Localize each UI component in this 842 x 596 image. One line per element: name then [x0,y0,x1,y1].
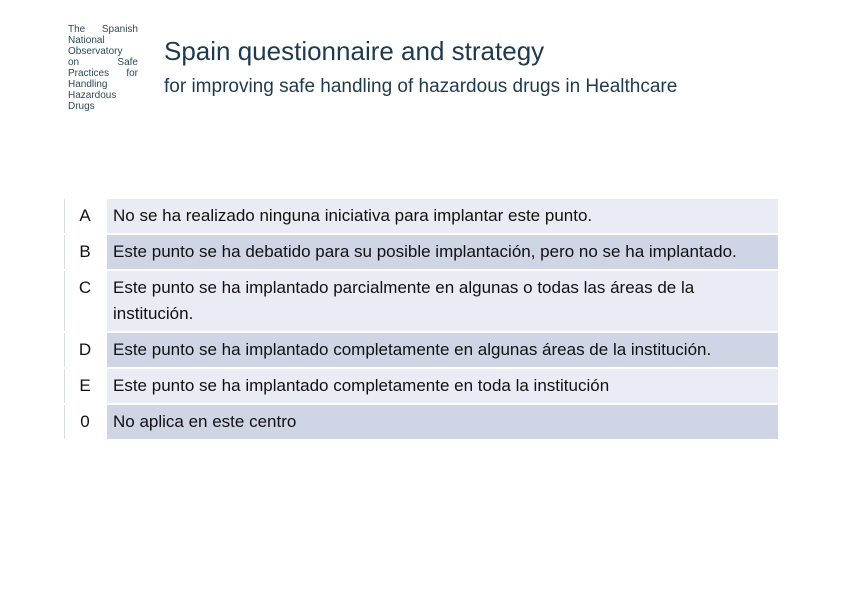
logo-line: on Safe [68,57,138,68]
logo-line: Handling [68,79,108,90]
option-row-b [64,235,778,269]
logo-line: National [68,35,105,46]
options-table [64,197,778,441]
option-key: C [64,271,105,331]
logo-line: The Spanish [68,24,138,35]
observatory-logo [68,24,138,112]
option-text: No se ha realizado ninguna iniciativa para implantar este punto. [105,199,778,233]
logo-line: Observatory [68,46,123,57]
logo-line: Practices for [68,68,138,79]
option-key: A [64,199,105,233]
option-text: Este punto se ha implantado completamente en toda la institución [105,369,778,403]
option-key: E [64,369,105,403]
option-key: D [64,333,105,367]
page-subtitle: for improving safe handling of hazardous drugs in Healthcare [164,76,678,97]
option-row-0 [64,405,778,439]
logo-line: Hazardous [68,90,117,101]
option-text: Este punto se ha implantado parcialmente en algunas o todas las áreas de la institución. [105,271,778,331]
option-key: 0 [64,405,105,439]
option-row-c [64,271,778,331]
page-title: Spain questionnaire and strategy [164,36,545,66]
option-row-a [64,199,778,233]
option-text: Este punto se ha debatido para su posible implantación, pero no se ha implantado. [105,235,778,269]
option-text: No aplica en este centro [105,405,778,439]
option-key: B [64,235,105,269]
option-row-e [64,369,778,403]
option-text: Este punto se ha implantado completamente en algunas áreas de la institución. [105,333,778,367]
logo-line: Drugs [68,101,95,112]
option-row-d [64,333,778,367]
